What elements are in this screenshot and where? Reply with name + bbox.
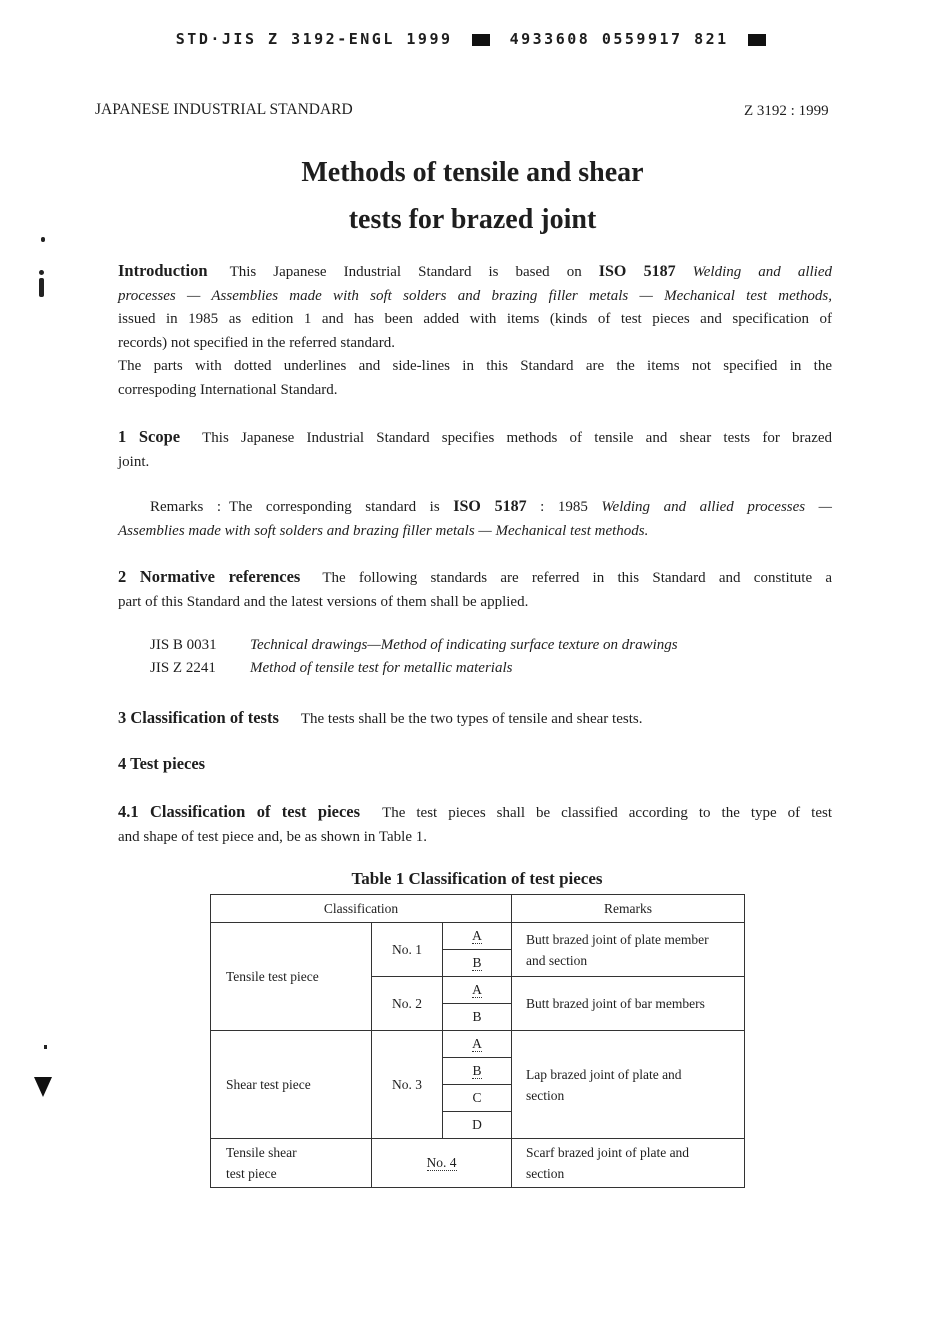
- sub-a: A: [443, 923, 512, 950]
- no-1: No. 1: [372, 923, 443, 977]
- document-title-line1: Methods of tensile and shear: [301, 157, 644, 188]
- reference-title: Technical drawings—Method of indicating surface texture on drawings: [250, 637, 678, 653]
- margin-mark: [39, 270, 44, 275]
- sub-b: B: [443, 1004, 512, 1031]
- margin-mark: [44, 1045, 47, 1049]
- stamp-block-mark: [472, 34, 490, 46]
- introduction-paragraph: Introduction This Japanese Industrial Standard is based on ISO 5187 Welding and allied processes — Assemblies made with soft solders and brazing filler metals — Mechanical test methods, issued in 1985 as edition 1 and has been added with items (kinds of test pieces and specification of records) not specified in the referred standard. The parts with dotted underlines and side-lines in this Standard are the items not specified in the correspoding International Standard.: [118, 261, 832, 398]
- reference-item: [150, 637, 678, 654]
- sub-b: B: [443, 1058, 512, 1085]
- remark-no-2: Butt brazed joint of bar members: [512, 977, 745, 1031]
- classification-heading: 3 Classification of tests: [118, 708, 279, 727]
- table-caption: Table 1 Classification of test pieces: [351, 869, 603, 888]
- stamp-number: 4933608 0559917 821: [509, 30, 729, 48]
- classification-of-tests-section: 3 Classification of tests The tests shall be the two types of tensile and shear tests.: [118, 708, 643, 727]
- tensile-shear-test-piece: Tensile shear test piece: [211, 1139, 372, 1188]
- stamp-block-mark: [748, 34, 766, 46]
- scope-heading: 1 Scope: [118, 427, 181, 446]
- remark-no-1: Butt brazed joint of plate member and section: [512, 923, 745, 977]
- shear-test-piece: Shear test piece: [211, 1031, 372, 1139]
- classification-table: [210, 894, 745, 1188]
- iso-reference: ISO 5187: [598, 263, 676, 280]
- table-header-row: [211, 895, 745, 923]
- clause-4-1: 4.1 Classification of test pieces The test pieces shall be classified according to the type of test and shape of test piece and, be as shown in Table 1.: [118, 802, 832, 845]
- standard-number: Z 3192 : 1999: [744, 103, 829, 119]
- table-row: [211, 923, 745, 950]
- header-remarks: Remarks: [512, 895, 745, 923]
- sub-c: C: [443, 1085, 512, 1112]
- standard-name: JAPANESE INDUSTRIAL STANDARD: [95, 101, 353, 118]
- scope-section: 1 Scope This Japanese Industrial Standard specifies methods of tensile and shear tests for brazed joint.: [118, 427, 833, 470]
- remarks-label: Remarks :: [150, 499, 222, 515]
- normative-references-section: 2 Normative references The following standards are referred in this Standard and constitute a part of this Standard and the latest versions of them shall be applied.: [118, 567, 832, 610]
- no-3: No. 3: [372, 1031, 443, 1139]
- scan-stamp: [0, 30, 950, 48]
- remark-no-4: Scarf brazed joint of plate and section: [512, 1139, 745, 1188]
- reference-title: Method of tensile test for metallic materials: [250, 660, 513, 676]
- sub-a: A: [443, 1031, 512, 1058]
- clause-4-1-heading: 4.1 Classification of test pieces: [118, 802, 361, 821]
- no-2: No. 2: [372, 977, 443, 1031]
- normative-references-heading: 2 Normative references: [118, 567, 301, 586]
- margin-mark: [34, 1077, 52, 1097]
- header-classification: Classification: [211, 895, 512, 923]
- tensile-test-piece: Tensile test piece: [211, 923, 372, 1031]
- sub-b: B: [443, 950, 512, 977]
- margin-mark: [41, 237, 45, 242]
- test-pieces-heading: 4 Test pieces: [118, 754, 206, 773]
- remark-no-3: Lap brazed joint of plate and section: [512, 1031, 745, 1139]
- table-row: [211, 1031, 745, 1058]
- remarks-paragraph: Remarks : The corresponding standard is ISO 5187 : 1985 Welding and allied processes — Assemblies made with soft solders and brazing filler metals — Mechanical test methods.: [118, 498, 833, 539]
- no-4: No. 4: [372, 1139, 512, 1188]
- document-title-line2: tests for brazed joint: [348, 204, 597, 235]
- sub-d: D: [443, 1112, 512, 1139]
- table-row: [211, 1139, 745, 1188]
- margin-mark: [39, 278, 44, 297]
- reference-code: JIS Z 2241: [150, 660, 216, 676]
- sub-a: A: [443, 977, 512, 1004]
- test-pieces-section: [118, 752, 832, 778]
- introduction-label: Introduction: [118, 261, 208, 280]
- reference-item: [150, 660, 512, 677]
- reference-code: JIS B 0031: [150, 637, 217, 653]
- stamp-code: STD·JIS Z 3192-ENGL 1999: [175, 30, 453, 48]
